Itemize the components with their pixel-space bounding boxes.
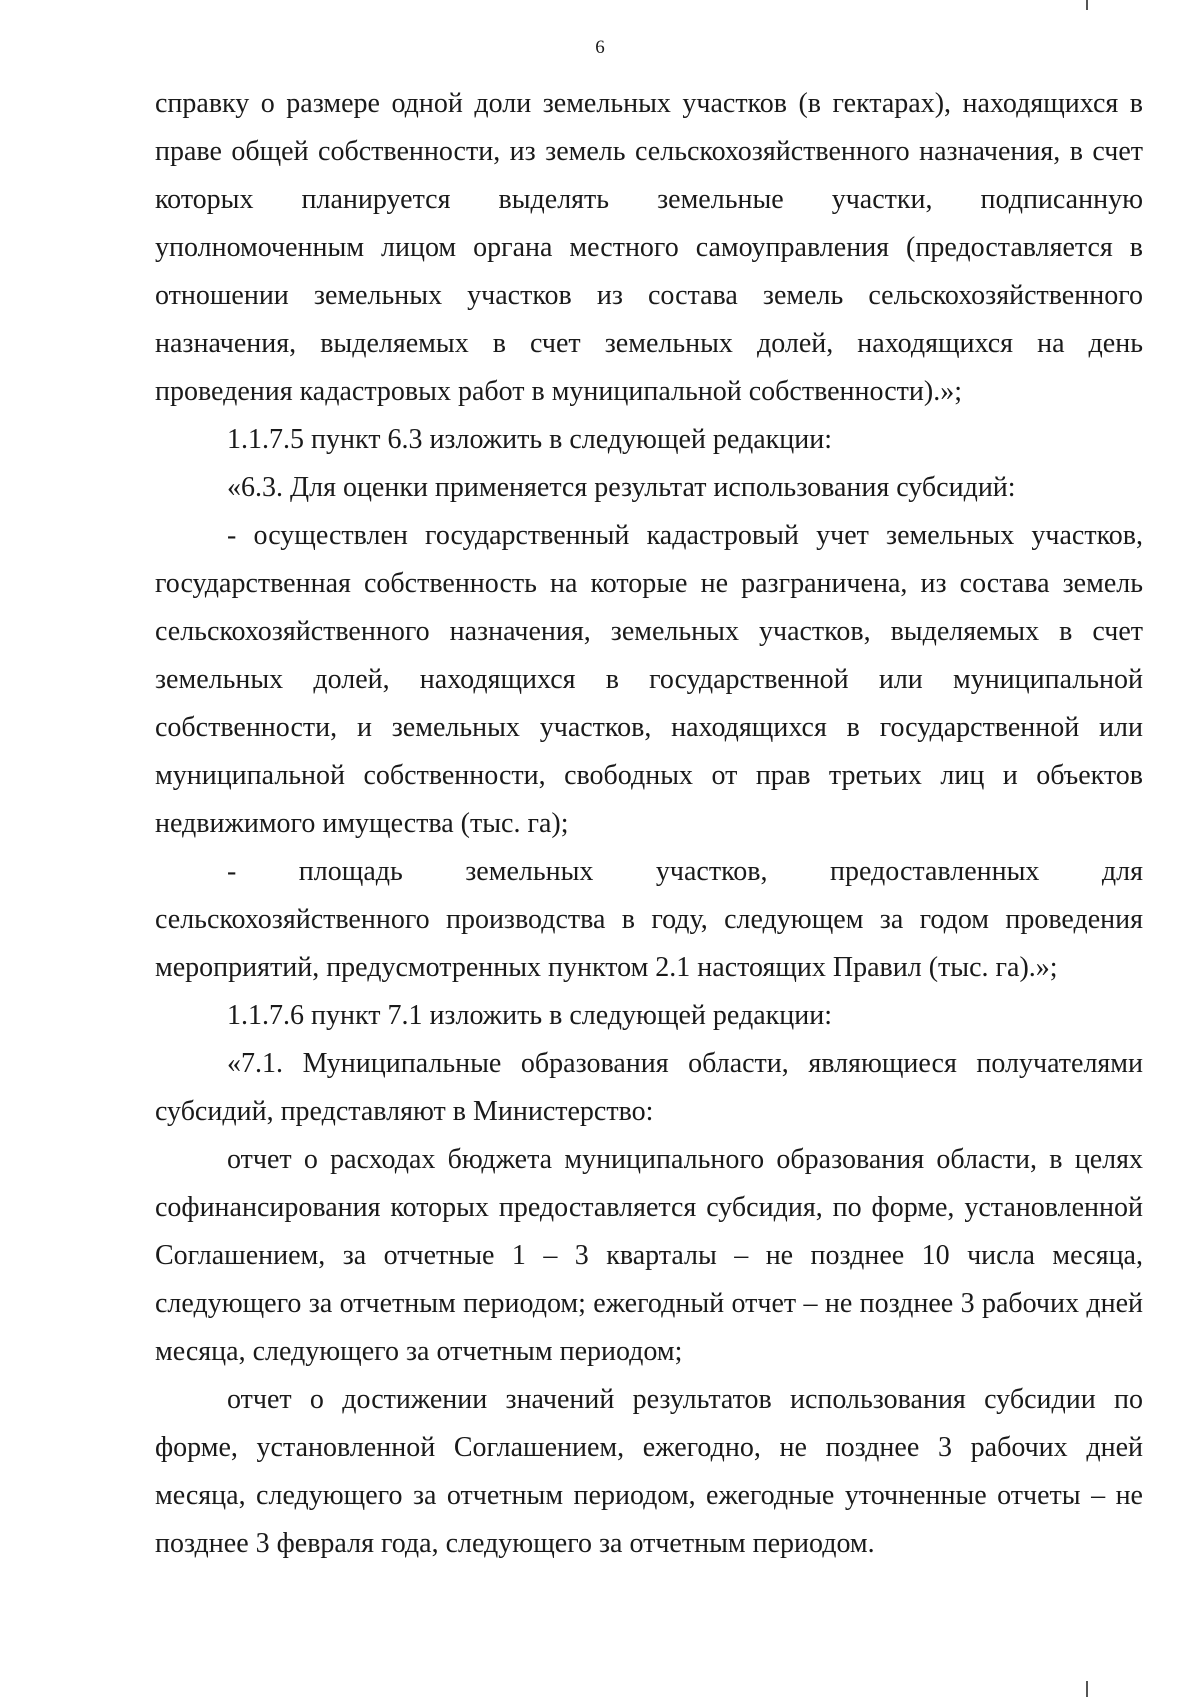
paragraph-results-report: отчет о достижении значений результатов использования субсидии по форме, установленной Соглашением, ежегодно, не позднее 3 рабочих дней месяца, следующего за отчетным периодом, ежегодные уточненные отчеты – не позднее 3 февраля года, следующего за отчетным периодом. bbox=[155, 1384, 1143, 1559]
scan-edge-mark-top bbox=[1086, 0, 1088, 10]
page-number: 6 bbox=[595, 37, 605, 58]
document-body bbox=[155, 80, 1143, 1568]
scan-edge-mark-bottom bbox=[1086, 1681, 1088, 1697]
paragraph-amendment-1-1-7-6: 1.1.7.6 пункт 7.1 изложить в следующей редакции: bbox=[227, 1000, 832, 1031]
paragraph-clause-7-1: «7.1. Муниципальные образования области, являющиеся получателями субсидий, представляют в Министерство: bbox=[155, 1048, 1143, 1127]
paragraph-result-area: - площадь земельных участков, предоставленных для сельскохозяйственного производства в году, следующем за годом проведения мероприятий, предусмотренных пунктом 2.1 настоящих Правил (тыс. га).»; bbox=[155, 856, 1143, 983]
paragraph-amendment-1-1-7-5: 1.1.7.5 пункт 6.3 изложить в следующей редакции: bbox=[227, 424, 832, 455]
paragraph-expense-report: отчет о расходах бюджета муниципального образования области, в целях софинансирования которых предоставляется субсидия, по форме, установленной Соглашением, за отчетные 1 – 3 кварталы – не позднее 10 числа месяца, следующего за отчетным периодом; ежегодный отчет – не позднее 3 рабочих дней месяца, следующего за отчетным периодом; bbox=[155, 1144, 1143, 1367]
paragraph-continued-certificate: справку о размере одной доли земельных участков (в гектарах), находящихся в праве общей собственности, из земель сельскохозяйственного назначения, в счет которых планируется выделять земельные участки, подписанную уполномоченным лицом органа местного самоуправления (предоставляется в отношении земельных участков из состава земель сельскохозяйственного назначения, выделяемых в счет земельных долей, находящихся на день проведения кадастровых работ в муниципальной собственности).»; bbox=[155, 88, 1143, 407]
paragraph-result-cadastral: - осуществлен государственный кадастровый учет земельных участков, государственная собственность на которые не разграничена, из состава земель сельскохозяйственного назначения, земельных участков, выделяемых в счет земельных долей, находящихся в государственной или муниципальной собственности, и земельных участков, находящихся в государственной или муниципальной собственности, свободных от прав третьих лиц и объектов недвижимого имущества (тыс. га); bbox=[155, 520, 1143, 839]
paragraph-clause-6-3: «6.3. Для оценки применяется результат использования субсидий: bbox=[227, 472, 1016, 503]
